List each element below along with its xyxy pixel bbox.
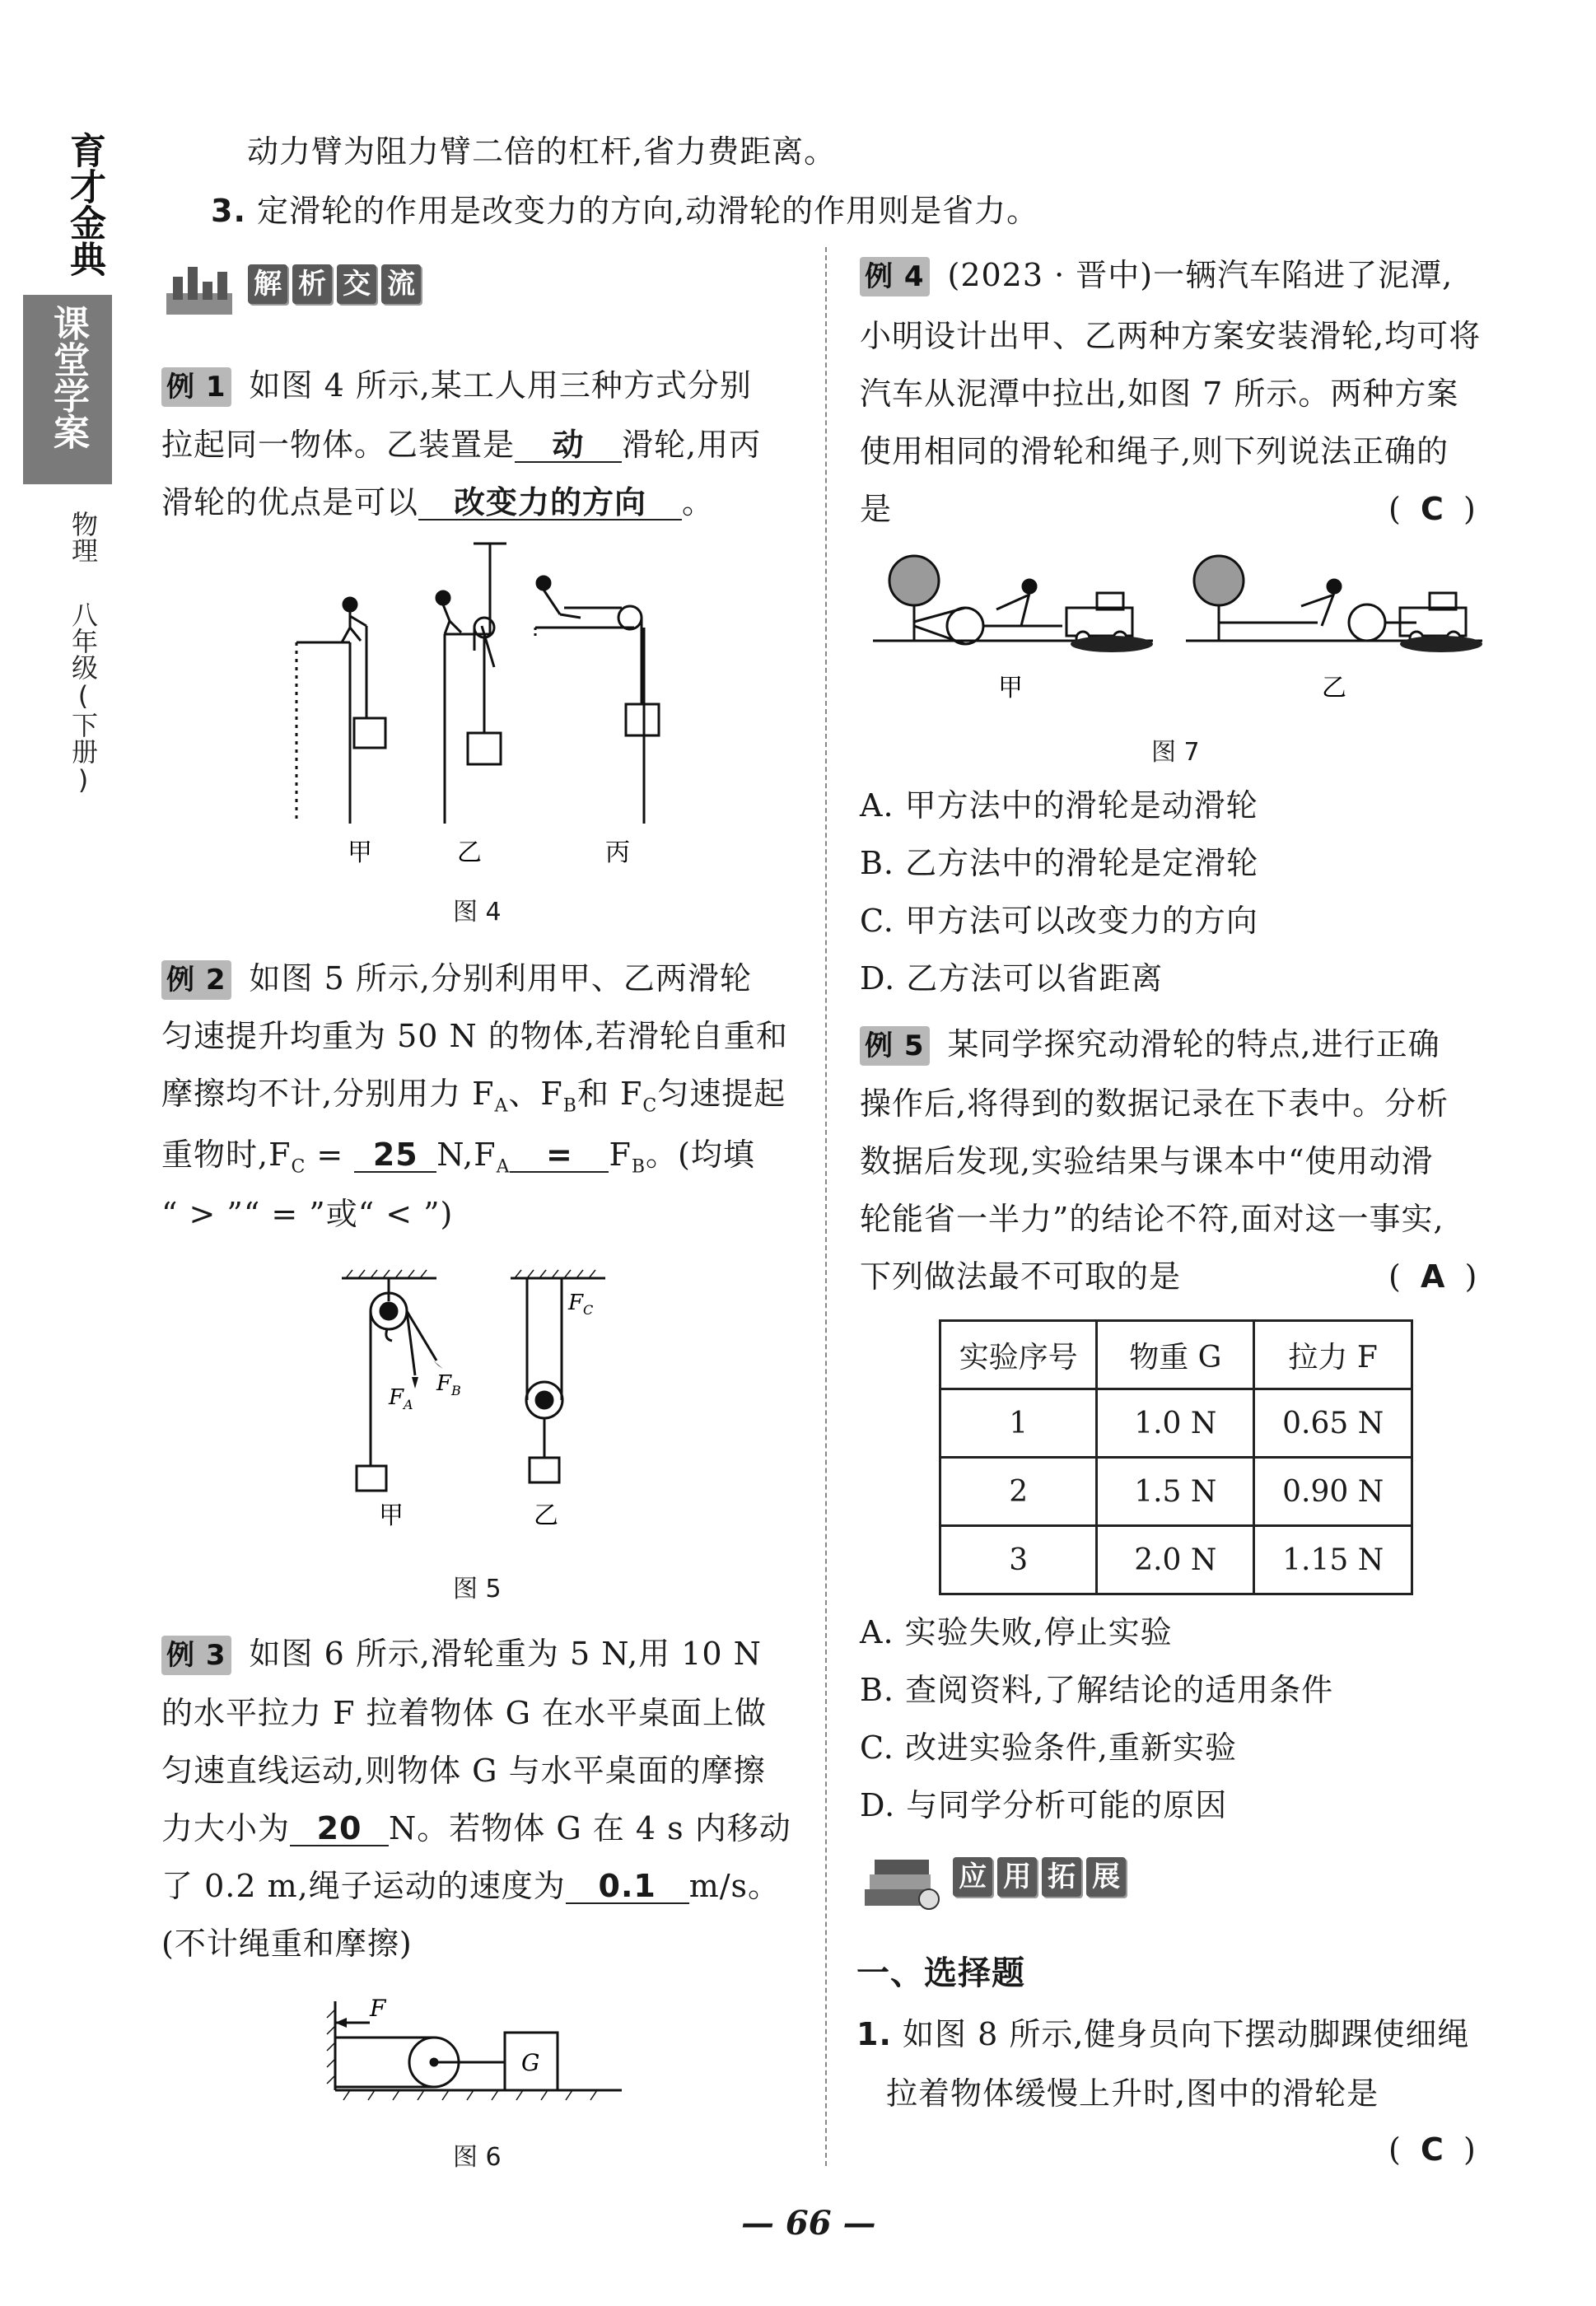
fig5-force-c: $F_C$ bbox=[568, 1291, 594, 1318]
table-cell: 3 bbox=[940, 1526, 1097, 1594]
section-header-application bbox=[861, 1853, 1131, 1911]
fig6-caption: 图 6 bbox=[453, 2143, 502, 2172]
table-cell: 1.5 N bbox=[1097, 1458, 1254, 1526]
ex1-line-3: 滑轮的优点是可以 改变力的方向 。 bbox=[161, 484, 715, 520]
ex5-badge: 例 5 bbox=[860, 1026, 930, 1066]
ex3-answer-1: 20 bbox=[290, 1812, 389, 1846]
ex4-line-3: 汽车从泥潭中拉出,如图 7 所示。两种方案 bbox=[860, 376, 1459, 412]
fig5-label-jia: 甲 bbox=[379, 1501, 404, 1530]
ex2-badge: 例 2 bbox=[161, 960, 231, 1000]
fig4-label-bing: 丙 bbox=[605, 838, 630, 867]
fig4-label-jia: 甲 bbox=[348, 838, 372, 867]
ex5-option-c: C. 改进实验条件,重新实验 bbox=[860, 1730, 1237, 1766]
ex2-line-5: “ > ”“ = ”或“ < ”) bbox=[161, 1196, 454, 1232]
ex3-line-4: 力大小为 20 N。若物体 G 在 4 s 内移动 bbox=[161, 1810, 791, 1846]
ex1-badge: 例 1 bbox=[161, 367, 231, 407]
ex3-line-6: (不计绳重和摩擦) bbox=[161, 1926, 413, 1962]
section-char: 拓 bbox=[1042, 1857, 1081, 1897]
table-header-row bbox=[940, 1321, 1412, 1389]
table-header: 物重 G bbox=[1097, 1321, 1254, 1389]
fig5-caption: 图 5 bbox=[453, 1575, 502, 1603]
sidebar-series: 课堂学案 bbox=[47, 305, 89, 450]
column-divider bbox=[825, 247, 827, 2166]
ex3-line-3: 匀速直线运动,则物体 G 与水平桌面的摩擦 bbox=[161, 1753, 766, 1789]
ex4-option-c: C. 甲方法可以改变力的方向 bbox=[860, 903, 1258, 939]
q1-line-2: 拉着物体缓慢上升时,图中的滑轮是 bbox=[886, 2075, 1379, 2112]
ex5-line-3: 数据后发现,实验结果与课本中“使用动滑 bbox=[860, 1143, 1434, 1179]
figure-5 bbox=[329, 1268, 634, 1532]
fig5-label-yi: 乙 bbox=[534, 1501, 558, 1530]
table-header: 拉力 F bbox=[1254, 1321, 1412, 1389]
section-header-analysis bbox=[165, 260, 426, 318]
sidebar-subject: 物理 bbox=[68, 511, 99, 563]
fig7-caption: 图 7 bbox=[1151, 738, 1200, 767]
table-row bbox=[940, 1526, 1412, 1594]
sidebar-grade: 八年级(下册) bbox=[68, 601, 99, 796]
ex5-line-1: 例 5 某同学探究动滑轮的特点,进行正确 bbox=[860, 1025, 1440, 1066]
section-char: 交 bbox=[337, 264, 376, 304]
ex2-answer-2: = bbox=[510, 1138, 609, 1173]
ex3-line-1: 例 3 如图 6 所示,滑轮重为 5 N,用 10 N bbox=[161, 1634, 762, 1675]
ex1-line-1: 例 1 如图 4 所示,某工人用三种方式分别 bbox=[161, 366, 752, 407]
sidebar-brand: 育才金典 bbox=[63, 132, 105, 277]
q1-answer: ( C ) bbox=[1388, 2131, 1476, 2168]
table-cell: 2.0 N bbox=[1097, 1526, 1254, 1594]
ex3-line-5: 了 0.2 m,绳子运动的速度为 0.1 m/s。 bbox=[161, 1868, 781, 1904]
table-cell: 1.0 N bbox=[1097, 1389, 1254, 1458]
ex4-option-a: A. 甲方法中的滑轮是动滑轮 bbox=[860, 787, 1258, 824]
ex5-option-b: B. 查阅资料,了解结论的适用条件 bbox=[860, 1672, 1334, 1708]
page-number: — 66 — bbox=[741, 2204, 876, 2243]
ex5-answer: ( A ) bbox=[1388, 1258, 1477, 1295]
ex4-line-4: 使用相同的滑轮和绳子,则下列说法正确的 bbox=[860, 433, 1449, 469]
table-cell: 1.15 N bbox=[1254, 1526, 1412, 1594]
ex5-option-a: A. 实验失败,停止实验 bbox=[860, 1614, 1173, 1650]
fig4-caption: 图 4 bbox=[453, 898, 502, 927]
q1-number: 1. bbox=[856, 2016, 892, 2052]
table-cell: 2 bbox=[940, 1458, 1097, 1526]
chart-bars-icon bbox=[165, 260, 236, 318]
ex5-line-2: 操作后,将得到的数据记录在下表中。分析 bbox=[860, 1085, 1449, 1122]
ex4-option-d: D. 乙方法可以省距离 bbox=[860, 960, 1164, 997]
ex2-line-3: 摩擦均不计,分别用力 $F_A$、$F_B$和 $F_C$匀速提起 bbox=[161, 1076, 786, 1117]
ex3-answer-2: 0.1 bbox=[566, 1870, 689, 1904]
fig6-object-label: G bbox=[521, 2049, 540, 2076]
section-char: 用 bbox=[997, 1857, 1037, 1897]
ex2-line-4: 重物时$,F_C = 25$ $N,F_A = F_B$。(均填 bbox=[161, 1137, 755, 1178]
fig5-force-b: $F_B$ bbox=[436, 1371, 461, 1398]
figure-4 bbox=[288, 535, 692, 881]
ex3-badge: 例 3 bbox=[161, 1636, 231, 1675]
figure-6 bbox=[325, 1993, 630, 2117]
table-cell: 1 bbox=[940, 1389, 1097, 1458]
table-row bbox=[940, 1458, 1412, 1526]
ex2-line-1: 例 2 如图 5 所示,分别利用甲、乙两滑轮 bbox=[161, 959, 752, 1000]
ex2-line-2: 匀速提升均重为 50 N 的物体,若滑轮自重和 bbox=[161, 1018, 788, 1054]
section-char: 展 bbox=[1086, 1857, 1126, 1897]
ex3-line-2: 的水平拉力 F 拉着物体 G 在水平桌面上做 bbox=[161, 1695, 768, 1731]
ex1-line-2: 拉起同一物体。乙装置是 动 滑轮,用丙 bbox=[161, 427, 762, 463]
intro-line: 动力臂为阻力臂二倍的杠杆,省力费距离。 bbox=[247, 133, 837, 170]
sidebar-series-block bbox=[23, 295, 112, 484]
section-char: 解 bbox=[248, 264, 287, 304]
table-header: 实验序号 bbox=[940, 1321, 1097, 1389]
ex5-line-5: 下列做法最不可取的是 bbox=[860, 1258, 1182, 1295]
ex4-line-1: 例 4 (2023 · 晋中)一辆汽车陷进了泥潭, bbox=[860, 255, 1453, 296]
fig5-force-a: $F_A$ bbox=[389, 1385, 413, 1412]
ex4-line-2: 小明设计出甲、乙两种方案安装滑轮,均可将 bbox=[860, 318, 1482, 354]
intro-item-3 bbox=[211, 191, 1038, 231]
figure-7 bbox=[873, 544, 1499, 708]
ex1-answer-1: 动 bbox=[515, 428, 622, 463]
ex2-answer-1: 25 bbox=[354, 1138, 436, 1173]
section-char: 析 bbox=[292, 264, 332, 304]
ex4-answer: ( C ) bbox=[1388, 491, 1476, 527]
item-text: 定滑轮的作用是改变力的方向,动滑轮的作用则是省力。 bbox=[256, 193, 1039, 229]
ex1-answer-2: 改变力的方向 bbox=[418, 486, 682, 520]
ex4-badge: 例 4 bbox=[860, 257, 930, 296]
table-cell: 0.65 N bbox=[1254, 1389, 1412, 1458]
ex5-data-table bbox=[939, 1319, 1413, 1595]
table-cell: 0.90 N bbox=[1254, 1458, 1412, 1526]
ex5-line-4: 轮能省一半力”的结论不符,面对这一事实, bbox=[860, 1201, 1444, 1237]
fig6-force-label: F bbox=[370, 1995, 386, 2022]
section-char: 流 bbox=[381, 264, 421, 304]
table-row bbox=[940, 1389, 1412, 1458]
choice-section-title: 一、选择题 bbox=[856, 1954, 1025, 1992]
fig7-label-jia: 甲 bbox=[998, 674, 1023, 703]
fig7-label-yi: 乙 bbox=[1322, 674, 1346, 703]
ex5-option-d: D. 与同学分析可能的原因 bbox=[860, 1787, 1228, 1823]
q1-line-1: 1. 如图 8 所示,健身员向下摆动脚踝使细绳 bbox=[856, 2016, 1470, 2052]
item-number: 3. bbox=[211, 193, 246, 229]
ex4-option-b: B. 乙方法中的滑轮是定滑轮 bbox=[860, 845, 1259, 881]
books-icon bbox=[861, 1853, 940, 1911]
section-char: 应 bbox=[953, 1857, 992, 1897]
fig4-label-yi: 乙 bbox=[457, 838, 482, 867]
ex4-line-5: 是 bbox=[860, 491, 893, 527]
